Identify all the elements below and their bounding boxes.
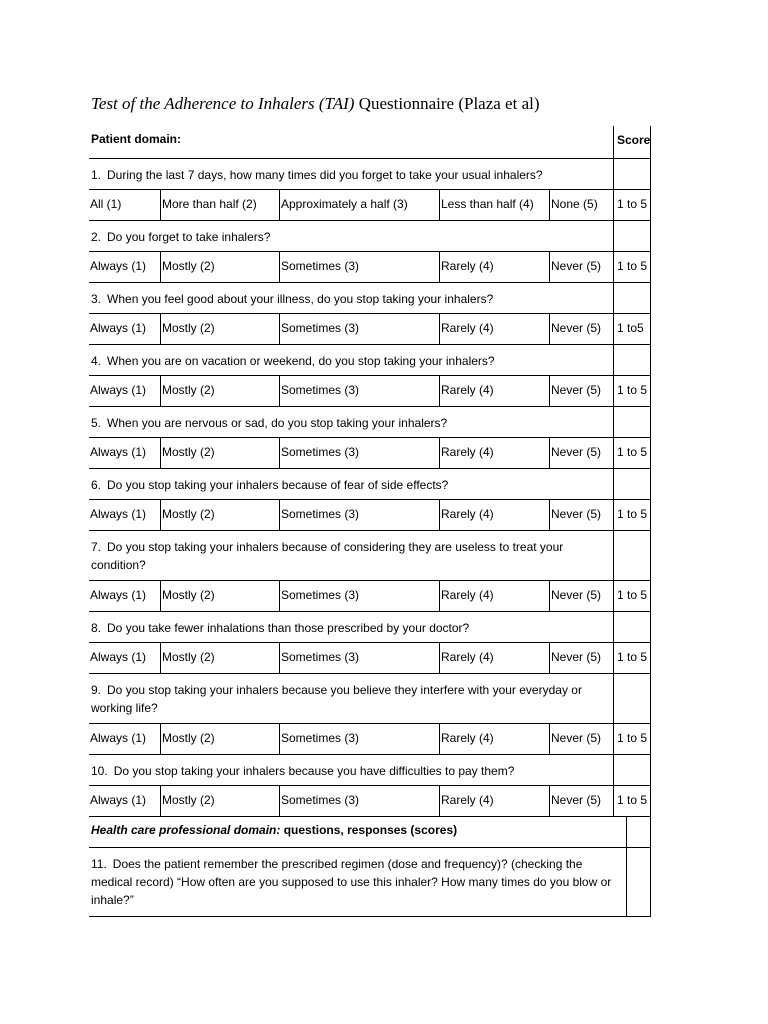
answer-row — [89, 724, 651, 755]
hcp-domain-rest: questions, responses (scores) — [280, 823, 458, 837]
question-number: 10. — [91, 764, 108, 778]
question-text — [91, 762, 616, 780]
question-text — [91, 538, 619, 574]
answer-option-label: Approximately a half (3) — [281, 197, 408, 211]
answer-option-label: Never (5) — [551, 445, 602, 459]
answer-option-label: Mostly (2) — [162, 588, 215, 602]
answer-option-label: Rarely (4) — [441, 259, 494, 273]
hcp-question-row — [89, 848, 651, 917]
answer-option-label: Mostly (2) — [162, 650, 215, 664]
answer-option[interactable] — [549, 724, 613, 754]
answer-option[interactable] — [279, 376, 439, 406]
answer-option[interactable] — [549, 643, 613, 673]
answer-option[interactable] — [89, 500, 160, 530]
answer-row — [89, 314, 651, 345]
answer-row — [89, 643, 651, 674]
question-number: 7. — [91, 540, 102, 554]
question-text — [91, 352, 616, 370]
score-cell — [613, 531, 651, 580]
question-row — [89, 674, 651, 724]
question-label: Does the patient remember the prescribed regimen (dose and frequency)? (checking the medical record) “How often are you supposed to use this inhaler? How many times do you blow or inhale?” — [91, 857, 612, 907]
answer-option-label: Rarely (4) — [441, 731, 494, 745]
question-number: 9. — [91, 683, 102, 697]
answer-option[interactable] — [549, 581, 613, 611]
score-cell — [613, 469, 651, 499]
question-text — [91, 228, 616, 246]
answer-option[interactable] — [549, 500, 613, 530]
question-label: Do you stop taking your inhalers because of fear of side effects? — [107, 478, 449, 492]
hcp-score-cell — [626, 848, 651, 916]
answer-option-label: Sometimes (3) — [281, 793, 360, 807]
question-label: When you are on vacation or weekend, do you stop taking your inhalers? — [107, 354, 495, 368]
answer-option[interactable] — [549, 190, 613, 220]
answer-option[interactable] — [89, 643, 160, 673]
answer-option-label: Sometimes (3) — [281, 259, 360, 273]
question-label: Do you forget to take inhalers? — [107, 230, 271, 244]
question-label: Do you stop taking your inhalers because you have difficulties to pay them? — [113, 764, 515, 778]
answer-option-label: Rarely (4) — [441, 321, 494, 335]
score-cell — [613, 376, 651, 406]
score-cell — [613, 314, 651, 344]
answer-option[interactable] — [279, 314, 439, 344]
answer-option[interactable] — [89, 252, 160, 282]
answer-option-label: Rarely (4) — [441, 445, 494, 459]
score-value: 1 to 5 — [617, 731, 648, 745]
score-cell — [613, 581, 651, 611]
score-cell — [613, 221, 651, 251]
answer-row — [89, 500, 651, 531]
answer-option-label: Never (5) — [551, 650, 602, 664]
answer-option[interactable] — [279, 500, 439, 530]
question-label: Do you take fewer inhalations than those prescribed by your doctor? — [107, 621, 470, 635]
answer-option-label: Mostly (2) — [162, 731, 215, 745]
answer-option[interactable] — [160, 438, 279, 468]
hcp-domain-italic: Health care professional domain: — [91, 823, 281, 837]
answer-option[interactable] — [89, 376, 160, 406]
answer-option-label: Rarely (4) — [441, 507, 494, 521]
answer-option-label: Sometimes (3) — [281, 445, 360, 459]
answer-option[interactable] — [279, 438, 439, 468]
answer-option-label: Sometimes (3) — [281, 588, 360, 602]
answer-option-label: Mostly (2) — [162, 445, 215, 459]
answer-option[interactable] — [549, 314, 613, 344]
answer-option-label: Never (5) — [551, 259, 602, 273]
answer-option[interactable] — [160, 786, 279, 816]
answer-option-label: Never (5) — [551, 793, 602, 807]
score-header: Score — [617, 133, 651, 147]
question-text — [91, 290, 616, 308]
answer-option[interactable] — [279, 190, 439, 220]
answer-option[interactable] — [549, 376, 613, 406]
question-label: Do you stop taking your inhalers because you believe they interfere with your everyday or working life? — [91, 683, 582, 715]
answer-option[interactable] — [279, 724, 439, 754]
answer-option[interactable] — [439, 724, 549, 754]
answer-option[interactable] — [549, 438, 613, 468]
answer-row — [89, 438, 651, 469]
answer-option[interactable] — [439, 643, 549, 673]
answer-option-label: Rarely (4) — [441, 383, 494, 397]
score-cell — [613, 252, 651, 282]
question-number: 5. — [91, 416, 102, 430]
answer-row — [89, 252, 651, 283]
answer-row — [89, 190, 651, 221]
tai-table — [89, 126, 651, 917]
answer-option[interactable] — [89, 190, 160, 220]
answer-option[interactable] — [439, 438, 549, 468]
answer-option-label: Mostly (2) — [162, 321, 215, 335]
answer-option-label: Sometimes (3) — [281, 383, 360, 397]
answer-option-label: Sometimes (3) — [281, 321, 360, 335]
answer-option[interactable] — [89, 314, 160, 344]
title-rest: Questionnaire (Plaza et al) — [354, 94, 540, 113]
answer-option-label: Always (1) — [90, 793, 147, 807]
answer-option-label: Always (1) — [90, 588, 147, 602]
answer-option[interactable] — [549, 786, 613, 816]
score-value: 1 to 5 — [617, 650, 648, 664]
answer-option-label: Always (1) — [90, 383, 147, 397]
answer-option[interactable] — [160, 581, 279, 611]
question-text — [91, 681, 619, 717]
question-label: When you are nervous or sad, do you stop taking your inhalers? — [107, 416, 448, 430]
patient-domain-label: Patient domain: — [91, 132, 182, 146]
answer-option[interactable] — [439, 786, 549, 816]
answer-option-label: Mostly (2) — [162, 383, 215, 397]
question-row — [89, 531, 651, 581]
answer-option[interactable] — [279, 581, 439, 611]
score-value: 1 to 5 — [617, 507, 648, 521]
answer-option-label: Rarely (4) — [441, 650, 494, 664]
score-cell — [613, 674, 651, 723]
score-cell — [613, 438, 651, 468]
answer-option[interactable] — [89, 724, 160, 754]
score-value: 1 to 5 — [617, 197, 648, 211]
question-row — [89, 612, 651, 643]
answer-option-label: Less than half (4) — [441, 197, 534, 211]
answer-option[interactable] — [279, 786, 439, 816]
answer-option[interactable] — [439, 252, 549, 282]
question-number: 6. — [91, 478, 102, 492]
answer-option-label: Mostly (2) — [162, 507, 215, 521]
answer-option[interactable] — [279, 643, 439, 673]
question-row — [89, 345, 651, 376]
score-cell — [613, 345, 651, 375]
answer-row — [89, 581, 651, 612]
question-number: 3. — [91, 292, 102, 306]
answer-row — [89, 376, 651, 407]
answer-option[interactable] — [439, 190, 549, 220]
answer-option[interactable] — [160, 376, 279, 406]
answer-option[interactable] — [160, 190, 279, 220]
question-row — [89, 469, 651, 500]
answer-option-label: All (1) — [90, 197, 122, 211]
answer-option-label: Always (1) — [90, 507, 147, 521]
question-label: Do you stop taking your inhalers because of considering they are useless to treat your condition? — [91, 540, 564, 572]
question-number: 4. — [91, 354, 102, 368]
question-text — [91, 619, 616, 637]
answer-option-label: Always (1) — [90, 259, 147, 273]
answer-option-label: Never (5) — [551, 383, 602, 397]
hcp-domain-header — [89, 817, 651, 848]
score-value: 1 to 5 — [617, 445, 648, 459]
answer-option[interactable] — [160, 724, 279, 754]
answer-option-label: Always (1) — [90, 650, 147, 664]
answer-option[interactable] — [279, 252, 439, 282]
question-row — [89, 407, 651, 438]
document-title — [91, 94, 540, 114]
answer-option[interactable] — [549, 252, 613, 282]
score-cell — [613, 500, 651, 530]
question-number: 2. — [91, 230, 102, 244]
score-value: 1 to 5 — [617, 383, 648, 397]
question-label: During the last 7 days, how many times did you forget to take your usual inhalers? — [107, 168, 543, 182]
answer-option[interactable] — [160, 314, 279, 344]
question-number: 8. — [91, 621, 102, 635]
answer-option-label: None (5) — [551, 197, 598, 211]
answer-option-label: Rarely (4) — [441, 588, 494, 602]
score-cell — [613, 786, 651, 816]
score-value: 1 to5 — [617, 321, 644, 335]
score-cell — [613, 407, 651, 437]
title-italic: Test of the Adherence to Inhalers (TAI) — [91, 94, 355, 113]
answer-option[interactable] — [89, 581, 160, 611]
answer-option-label: Never (5) — [551, 588, 602, 602]
answer-row — [89, 786, 651, 817]
question-row — [89, 283, 651, 314]
answer-option-label: Mostly (2) — [162, 259, 215, 273]
answer-option-label: Never (5) — [551, 507, 602, 521]
hcp-score-cell — [626, 817, 651, 847]
answer-option-label: Mostly (2) — [162, 793, 215, 807]
answer-option-label: Always (1) — [90, 731, 147, 745]
score-cell — [613, 724, 651, 754]
score-cell — [613, 159, 651, 189]
score-cell — [613, 126, 651, 158]
patient-domain-header — [89, 126, 651, 159]
answer-option[interactable] — [439, 376, 549, 406]
question-row — [89, 159, 651, 190]
question-label: When you feel good about your illness, do you stop taking your inhalers? — [107, 292, 494, 306]
answer-option[interactable] — [439, 500, 549, 530]
answer-option-label: Never (5) — [551, 731, 602, 745]
answer-option[interactable] — [439, 314, 549, 344]
answer-option-label: Always (1) — [90, 321, 147, 335]
answer-option-label: More than half (2) — [162, 197, 257, 211]
answer-option[interactable] — [160, 252, 279, 282]
question-text — [91, 476, 616, 494]
answer-option-label: Sometimes (3) — [281, 507, 360, 521]
hcp-domain-label — [91, 823, 457, 837]
question-row — [89, 221, 651, 252]
score-cell — [613, 190, 651, 220]
answer-option[interactable] — [89, 438, 160, 468]
score-cell — [613, 755, 651, 785]
score-cell — [613, 612, 651, 642]
answer-option[interactable] — [89, 786, 160, 816]
question-row — [89, 755, 651, 786]
hcp-question-text — [91, 855, 619, 909]
answer-option-label: Sometimes (3) — [281, 731, 360, 745]
answer-option-label: Never (5) — [551, 321, 602, 335]
answer-option-label: Rarely (4) — [441, 793, 494, 807]
score-value: 1 to 5 — [617, 793, 648, 807]
answer-option-label: Sometimes (3) — [281, 650, 360, 664]
answer-option[interactable] — [439, 581, 549, 611]
score-value: 1 to 5 — [617, 259, 648, 273]
question-number: 11. — [91, 857, 107, 871]
question-number: 1. — [91, 168, 102, 182]
question-text — [91, 414, 616, 432]
answer-option[interactable] — [160, 500, 279, 530]
score-cell — [613, 283, 651, 313]
score-value: 1 to 5 — [617, 588, 648, 602]
score-cell — [613, 643, 651, 673]
answer-option-label: Always (1) — [90, 445, 147, 459]
answer-option[interactable] — [160, 643, 279, 673]
question-text — [91, 166, 616, 184]
